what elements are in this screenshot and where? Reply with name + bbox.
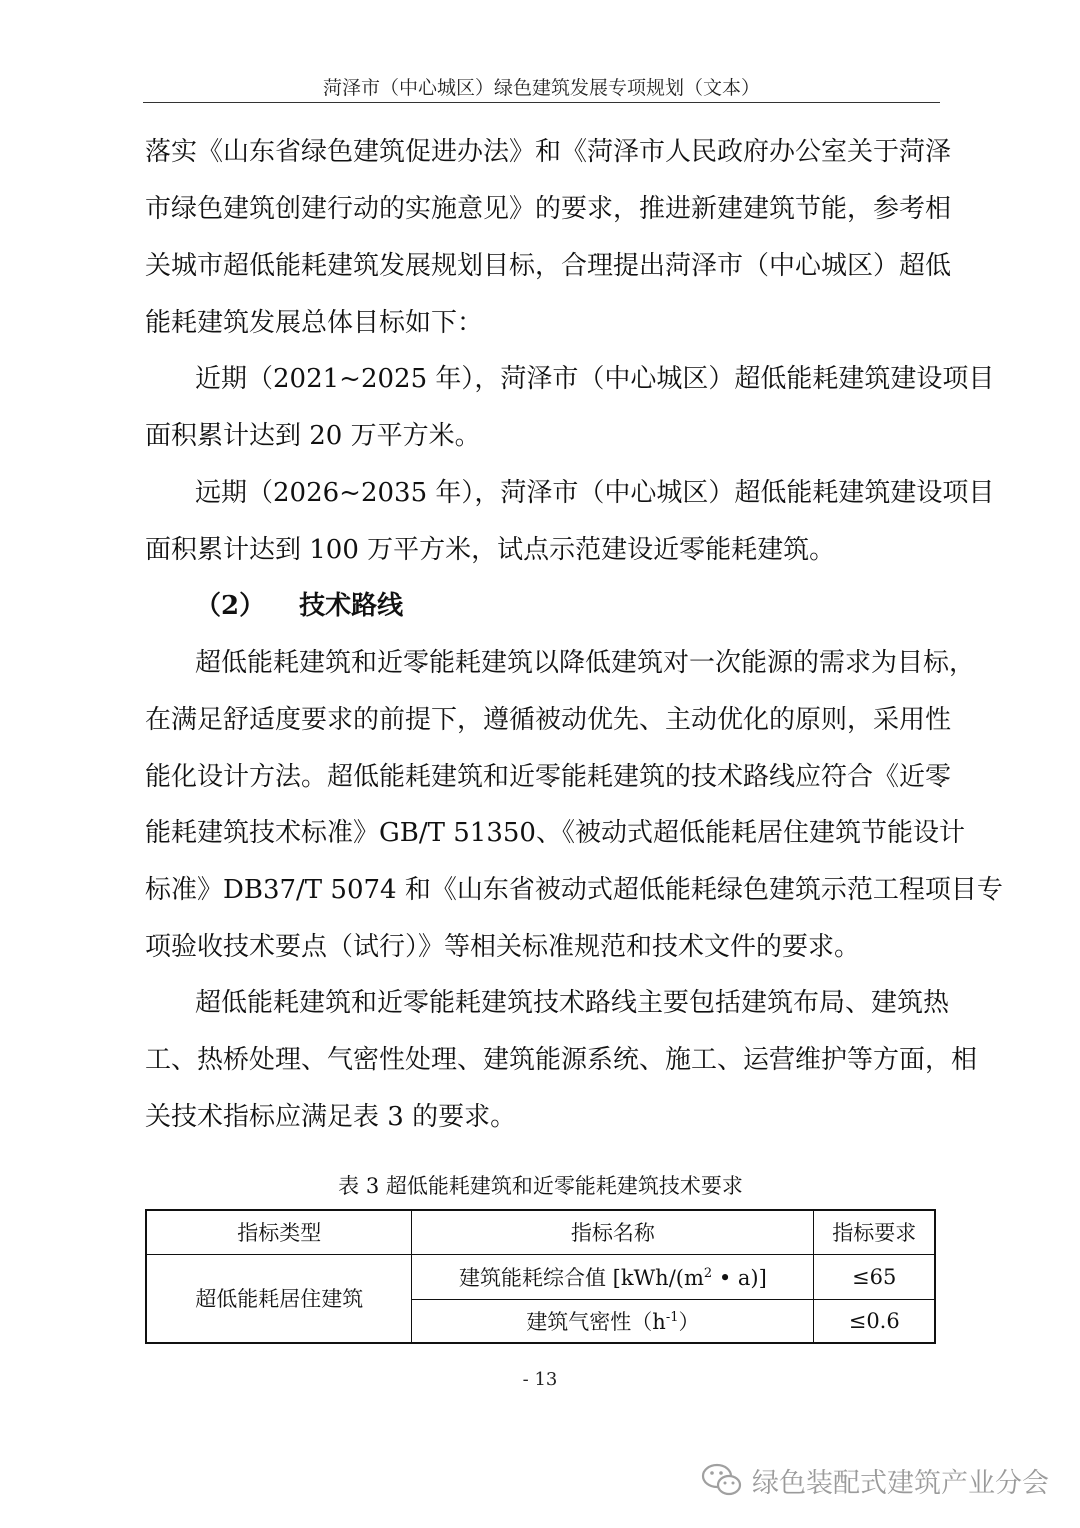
indicator-name-sup: 2 (703, 1265, 713, 1281)
watermark-text: 绿色装配式建筑产业分会 (752, 1467, 1049, 1499)
requirement-cell: ≤0.6 (814, 1299, 935, 1343)
table-header-cell: 指标名称 (412, 1210, 814, 1254)
wechat-icon (700, 1460, 744, 1500)
body-line: 能化设计方法。超低能耗建筑和近零能耗建筑的技术路线应符合《近零 (145, 762, 952, 792)
category-cell: 超低能耗居住建筑 (146, 1254, 412, 1343)
page-number: - 13 (522, 1369, 558, 1390)
body-line: 工、热桥处理、气密性处理、建筑能源系统、施工、运营维护等方面，相 (145, 1045, 978, 1075)
table-header-cell: 指标类型 (146, 1210, 412, 1254)
indicator-name-text: • a)] (712, 1265, 767, 1290)
table-header-row (146, 1210, 935, 1254)
requirement-cell: ≤65 (814, 1254, 935, 1299)
header-rule (143, 102, 940, 103)
table-row (146, 1254, 935, 1299)
body-line: 市绿色建筑创建行动的实施意见》的要求，推进新建建筑节能，参考相 (145, 194, 952, 224)
body-line: 能耗建筑发展总体目标如下： (145, 308, 484, 338)
body-line: 标准》DB37/T 5074 和《山东省被动式超低能耗绿色建筑示范工程项目专 (145, 875, 1003, 905)
body-line: 落实《山东省绿色建筑促进办法》和《菏泽市人民政府办公室关于菏泽 (145, 137, 952, 167)
indicator-name-text: 建筑能耗综合值 [kWh/(m (459, 1265, 704, 1290)
section-heading (195, 589, 940, 623)
watermark (700, 1458, 1049, 1502)
body-line: 能耗建筑技术标准》GB/T 51350、《被动式超低能耗居住建筑节能设计 (145, 818, 965, 848)
indicator-name-sup: -1 (665, 1309, 679, 1325)
body-line: 关城市超低能耗建筑发展规划目标，合理提出菏泽市（中心城区）超低 (145, 251, 952, 281)
body-line: 项验收技术要点（试行）》等相关标准规范和技术文件的要求。 (145, 932, 861, 962)
body-line: 面积累计达到 100 万平方米，试点示范建设近零能耗建筑。 (145, 535, 836, 565)
body-line: 关技术指标应满足表 3 的要求。 (145, 1102, 517, 1132)
indicator-name-cell (412, 1254, 814, 1299)
body-line: 近期（2021~2025 年），菏泽市（中心城区）超低能耗建筑建设项目 (195, 364, 995, 394)
body-line: 面积累计达到 20 万平方米。 (145, 421, 481, 451)
table-caption: 表 3 超低能耗建筑和近零能耗建筑技术要求 (338, 1174, 743, 1198)
section-heading-text: 技术路线 (299, 591, 404, 621)
spec-table (145, 1209, 936, 1344)
indicator-name-cell (412, 1299, 814, 1343)
body-line: 在满足舒适度要求的前提下，遵循被动优先、主动优化的原则，采用性 (145, 705, 952, 735)
table-header-cell: 指标要求 (814, 1210, 935, 1254)
body-line: 超低能耗建筑和近零能耗建筑以降低建筑对一次能源的需求为目标， (195, 648, 976, 678)
header-title: 菏泽市（中心城区）绿色建筑发展专项规划（文本） (322, 77, 760, 99)
body-line: 超低能耗建筑和近零能耗建筑技术路线主要包括建筑布局、建筑热 (195, 988, 950, 1018)
indicator-name-text: ） (678, 1309, 700, 1334)
section-heading-number: （2） (195, 591, 266, 621)
body-line: 远期（2026~2035 年），菏泽市（中心城区）超低能耗建筑建设项目 (195, 478, 995, 508)
indicator-name-text: 建筑气密性（h (526, 1309, 666, 1334)
